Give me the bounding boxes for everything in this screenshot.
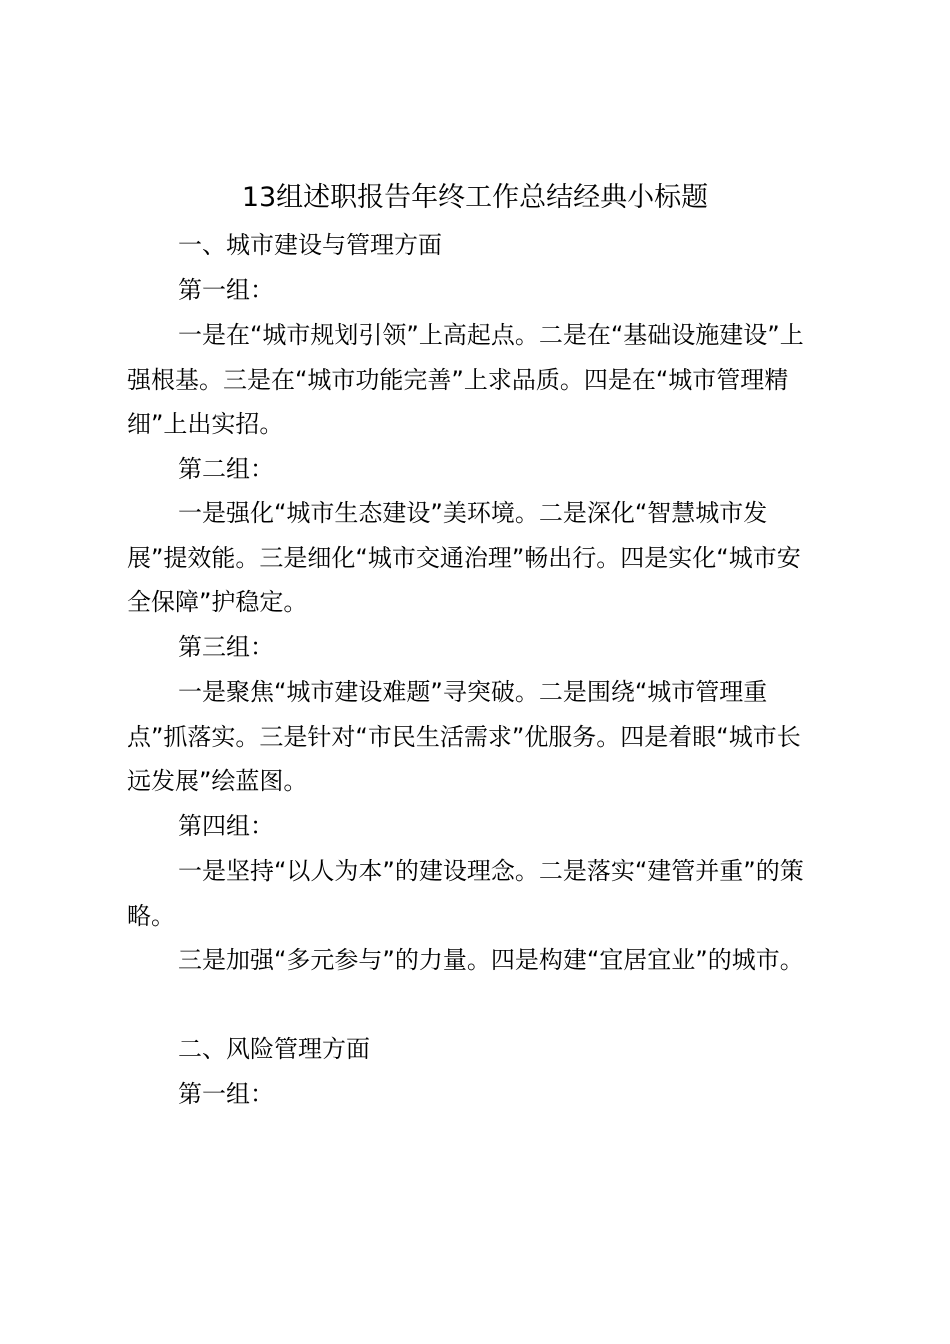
body-paragraph: 一是强化“城市生态建设”美环境。二是深化“智慧城市发展”提效能。三是细化“城市交通治理”畅出行。四是实化“城市安全保障”护稳定。 <box>127 499 801 617</box>
group-heading: 第一组： <box>178 1080 274 1108</box>
body-paragraph: 一是在“城市规划引领”上高起点。二是在“基础设施建设”上强根基。三是在“城市功能完善”上求品质。四是在“城市管理精细”上出实招。 <box>127 321 804 439</box>
body-paragraph: 一是聚焦“城市建设难题”寻突破。二是围绕“城市管理重点”抓落实。三是针对“市民生活需求”优服务。四是着眼“城市长远发展”绘蓝图。 <box>127 678 801 796</box>
body-paragraph: 一是坚持“以人为本”的建设理念。二是落实“建管并重”的策略。 <box>127 857 804 930</box>
document-title: 13组述职报告年终工作总结经典小标题 <box>241 182 709 213</box>
body-paragraph: 三是加强“多元参与”的力量。四是构建“宜居宜业”的城市。 <box>178 946 804 974</box>
group-heading: 第三组： <box>178 633 274 661</box>
section-heading-city: 一、城市建设与管理方面 <box>178 231 442 259</box>
group-heading: 第一组： <box>178 276 274 304</box>
section-heading-risk: 二、风险管理方面 <box>178 1035 370 1063</box>
group-heading: 第二组： <box>178 455 274 483</box>
group-heading: 第四组： <box>178 812 274 840</box>
